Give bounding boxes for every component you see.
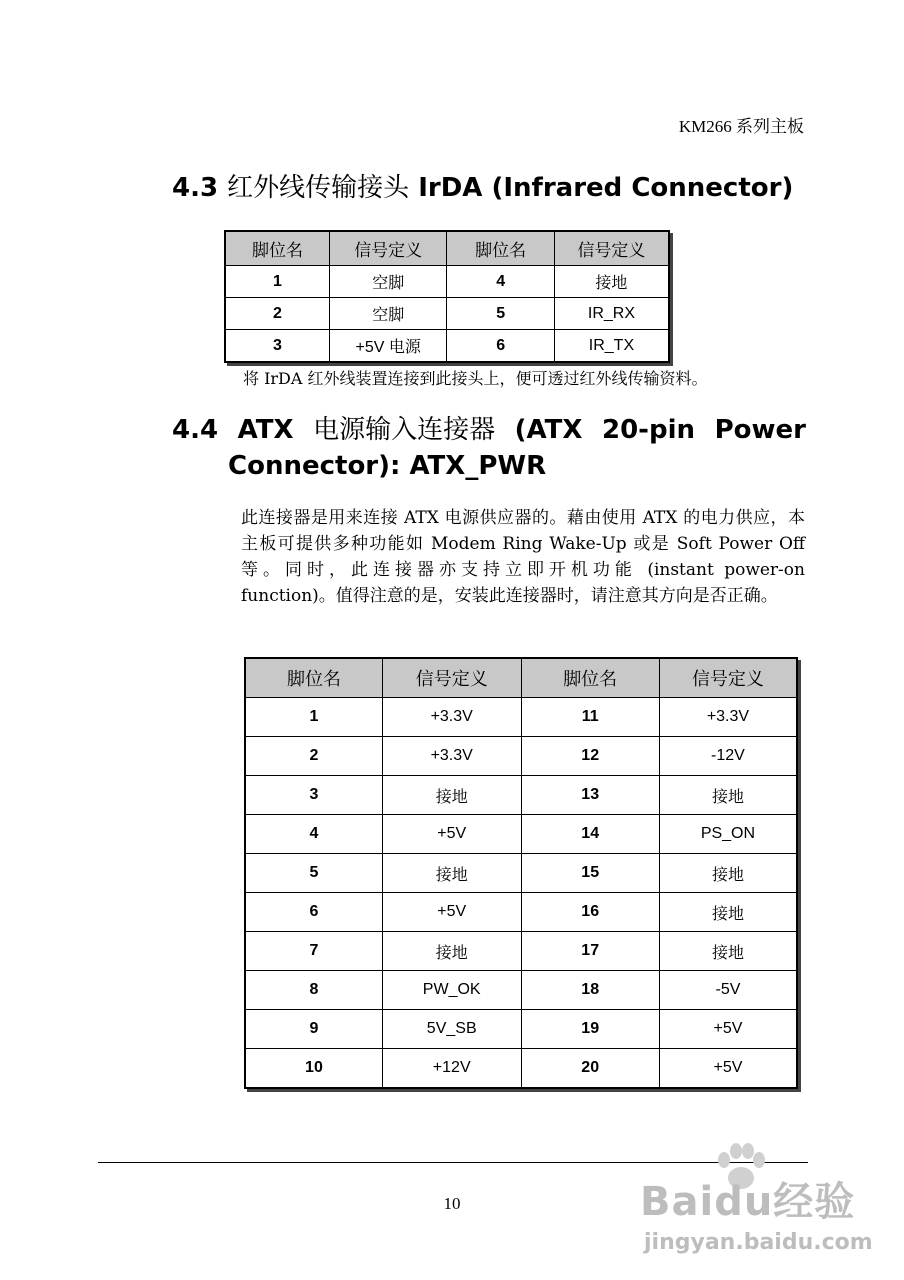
title-word: Power (714, 415, 806, 445)
header-cell: 脚位名 (225, 231, 329, 266)
table-row (245, 776, 797, 815)
running-header: KM266 系列主板 (678, 117, 804, 136)
pin-number: 10 (245, 1049, 382, 1089)
table-row (245, 932, 797, 971)
signal-name: IR_TX (554, 330, 669, 363)
pin-number: 15 (521, 854, 659, 893)
title-word: (ATX (514, 415, 583, 445)
pin-number: 6 (245, 893, 382, 932)
signal-name: +5V (382, 893, 521, 932)
signal-name: +5V 电源 (329, 330, 446, 363)
section-title-cn: 红外线传输接头 (227, 173, 410, 203)
section-4-4-title (172, 412, 806, 484)
pin-number: 18 (521, 971, 659, 1010)
pin-number: 12 (521, 737, 659, 776)
pin-number: 4 (447, 266, 554, 298)
signal-name: 接地 (659, 893, 797, 932)
header-cell: 脚位名 (245, 658, 382, 698)
pin-number: 5 (245, 854, 382, 893)
table-row (245, 815, 797, 854)
page-number: 10 (443, 1194, 461, 1213)
table-row (225, 298, 669, 330)
pin-number: 5 (447, 298, 554, 330)
pin-number: 6 (447, 330, 554, 363)
signal-name: +3.3V (659, 698, 797, 737)
signal-name: 5V_SB (382, 1010, 521, 1049)
table-row (245, 698, 797, 737)
signal-name: 接地 (382, 932, 521, 971)
signal-name: +5V (659, 1010, 797, 1049)
signal-name: 接地 (659, 776, 797, 815)
atx-pin-table (244, 657, 798, 1089)
table-row (225, 266, 669, 298)
table-row (245, 971, 797, 1010)
header-cell: 信号定义 (554, 231, 669, 266)
signal-name: 接地 (382, 776, 521, 815)
pin-number: 2 (245, 737, 382, 776)
pin-number: 20 (521, 1049, 659, 1089)
signal-name: IR_RX (554, 298, 669, 330)
table-row (245, 1049, 797, 1089)
table-header-row (225, 231, 669, 266)
header-cell: 信号定义 (659, 658, 797, 698)
atx-description: 此连接器是用来连接 ATX 电源供应器的。藉由使用 ATX 的电力供应，本主板可提供多种功能如 Modem Ring Wake-Up 或是 Soft Power Off 等。同时，此连接器亦支持立即开机功能 (instant power-on function)。值得注意的是，安装此连接器时，请注意其方向是否正确。 (241, 508, 805, 606)
header-cell: 脚位名 (521, 658, 659, 698)
pin-number: 17 (521, 932, 659, 971)
section-number: 4.3 (172, 173, 219, 203)
signal-name: 接地 (382, 854, 521, 893)
pin-number: 9 (245, 1010, 382, 1049)
table-row (245, 1010, 797, 1049)
signal-name: 接地 (659, 932, 797, 971)
pin-number: 8 (245, 971, 382, 1010)
header-cell: 信号定义 (382, 658, 521, 698)
title-word: 20-pin (602, 415, 696, 445)
pin-number: 4 (245, 815, 382, 854)
pin-number: 19 (521, 1010, 659, 1049)
signal-name: +3.3V (382, 737, 521, 776)
section-title-line2: Connector): ATX_PWR (228, 451, 547, 481)
header-cell: 脚位名 (447, 231, 554, 266)
pin-number: 1 (245, 698, 382, 737)
section-title-en: IrDA (Infrared Connector) (418, 173, 794, 203)
section-title-cn: 电源输入连接器 (313, 415, 496, 445)
signal-name: -5V (659, 971, 797, 1010)
watermark-brand: Baidu经验 (640, 1179, 856, 1225)
header-cell: 信号定义 (329, 231, 446, 266)
table-row (245, 893, 797, 932)
pin-number: 7 (245, 932, 382, 971)
signal-name: +3.3V (382, 698, 521, 737)
table-row (245, 854, 797, 893)
section-4-3-title (172, 170, 793, 206)
title-word: ATX (237, 415, 294, 445)
table-header-row (245, 658, 797, 698)
signal-name: PW_OK (382, 971, 521, 1010)
baidu-watermark (640, 1140, 873, 1280)
watermark-site: jingyan.baidu.com (644, 1230, 873, 1255)
pin-number: 2 (225, 298, 329, 330)
pin-number: 16 (521, 893, 659, 932)
pin-number: 13 (521, 776, 659, 815)
signal-name: -12V (659, 737, 797, 776)
signal-name: 空脚 (329, 298, 446, 330)
signal-name: 接地 (659, 854, 797, 893)
table-row (245, 737, 797, 776)
signal-name: +12V (382, 1049, 521, 1089)
irda-pin-table (224, 230, 670, 363)
pin-number: 1 (225, 266, 329, 298)
table-row (225, 330, 669, 363)
signal-name: +5V (659, 1049, 797, 1089)
signal-name: 空脚 (329, 266, 446, 298)
pin-number: 14 (521, 815, 659, 854)
pin-number: 11 (521, 698, 659, 737)
section-number: 4.4 (172, 415, 219, 445)
irda-note: 将 IrDA 红外线装置连接到此接头上，便可透过红外线传输资料。 (243, 369, 708, 388)
signal-name: PS_ON (659, 815, 797, 854)
pin-number: 3 (225, 330, 329, 363)
signal-name: +5V (382, 815, 521, 854)
pin-number: 3 (245, 776, 382, 815)
signal-name: 接地 (554, 266, 669, 298)
